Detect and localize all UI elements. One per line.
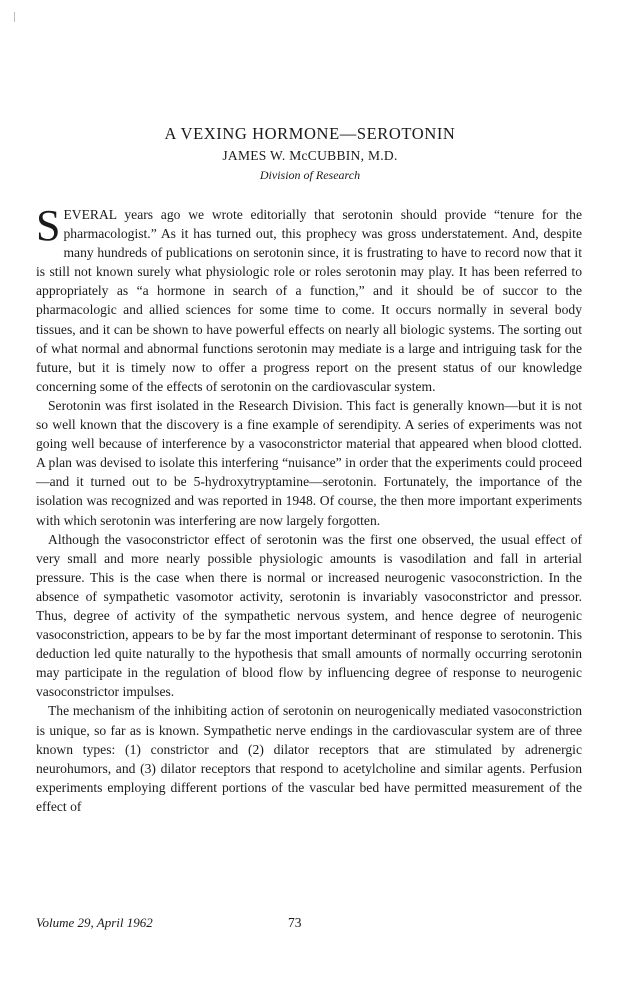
margin-mark <box>14 12 15 22</box>
author-name: JAMES W. McCUBBIN, M.D. <box>222 148 398 163</box>
page-number: 73 <box>288 915 302 930</box>
paragraph-2: Serotonin was first isolated in the Research Division. This fact is generally known—but it is not so well known that the discovery is a fine example of serendipity. A series of experiments was not going well because of interference by a vasoconstrictor material that appeared when blood clotted. A plan was devised to isolate this interfering “nuisance” in order that the experiments could proceed—and it turned out to be 5-hydroxytryptamine—serotonin. Fortunately, the importance of the isolation was recognized and was reported in 1948. Of course, the then more important experiments with which serotonin was interfering are now largely forgotten. <box>36 397 582 528</box>
paragraph-4: The mechanism of the inhibiting action of serotonin on neurogenically mediated vasoconstriction is unique, so far as is known. Sympathetic nerve endings in the cardiovascular system are of three known types: (1) constrictor and (2) dilator receptors that are stimulated by adrenergic neurohumors, and (3) dilator receptors that respond to acetylcholine and similar agents. Perfusion experiments employing different portions of the vascular bed have permitted measurement of the effect of <box>36 703 582 814</box>
article-body <box>36 201 582 816</box>
journal-citation: Volume 29, April 1962 <box>36 915 153 930</box>
drop-cap: S <box>36 201 61 250</box>
article-title: A VEXING HORMONE—SEROTONIN <box>164 124 456 144</box>
paragraph-1 <box>36 201 582 396</box>
paragraph-3: Although the vasoconstrictor effect of serotonin was the first one observed, the usual effect of very small and more nearly possible physiologic amounts is vasodilation and fall in arterial pressure. This is the case when there is normal or increased neurogenic vasoconstriction. In the absence of sympathetic vasomotor activity, serotonin is invariably vasoconstrictor and pressor. Thus, degree of activity of the sympathetic nervous system, and hence degree of neurogenic vasoconstriction, appears to be by far the most important determinant of response to serotonin. This deduction led quite naturally to the hypothesis that small amounts of normally occurring serotonin may participate in the regulation of blood flow by influencing degree of response to neurogenic vasoconstrictor impulses. <box>36 531 582 700</box>
author-affiliation: Division of Research <box>259 168 361 182</box>
paragraph-1-text: EVERAL years ago we wrote editorially that serotonin should provide “tenure for the pharmacologist.” As it has turned out, this prophecy was gross understatement. And, despite many hundreds of publications on serotonin since, it is frustrating to have to record now that it is still not known surely what physiologic role or roles serotonin may play. It has been referred to appropriately as “a hormone in search of a function,” and it should be of succor to the pharmacologic and allied sciences for some time to come. It occurs normally in several body tissues, and it can be shown to have powerful effects on nearly all biologic systems. The sorting out of what normal and abnormal functions serotonin may mediate is a large and intriguing task for the future, but it is timely now to offer a progress report on the present status of our knowledge concerning some of the effects of serotonin on the cardiovascular system. <box>36 207 582 394</box>
